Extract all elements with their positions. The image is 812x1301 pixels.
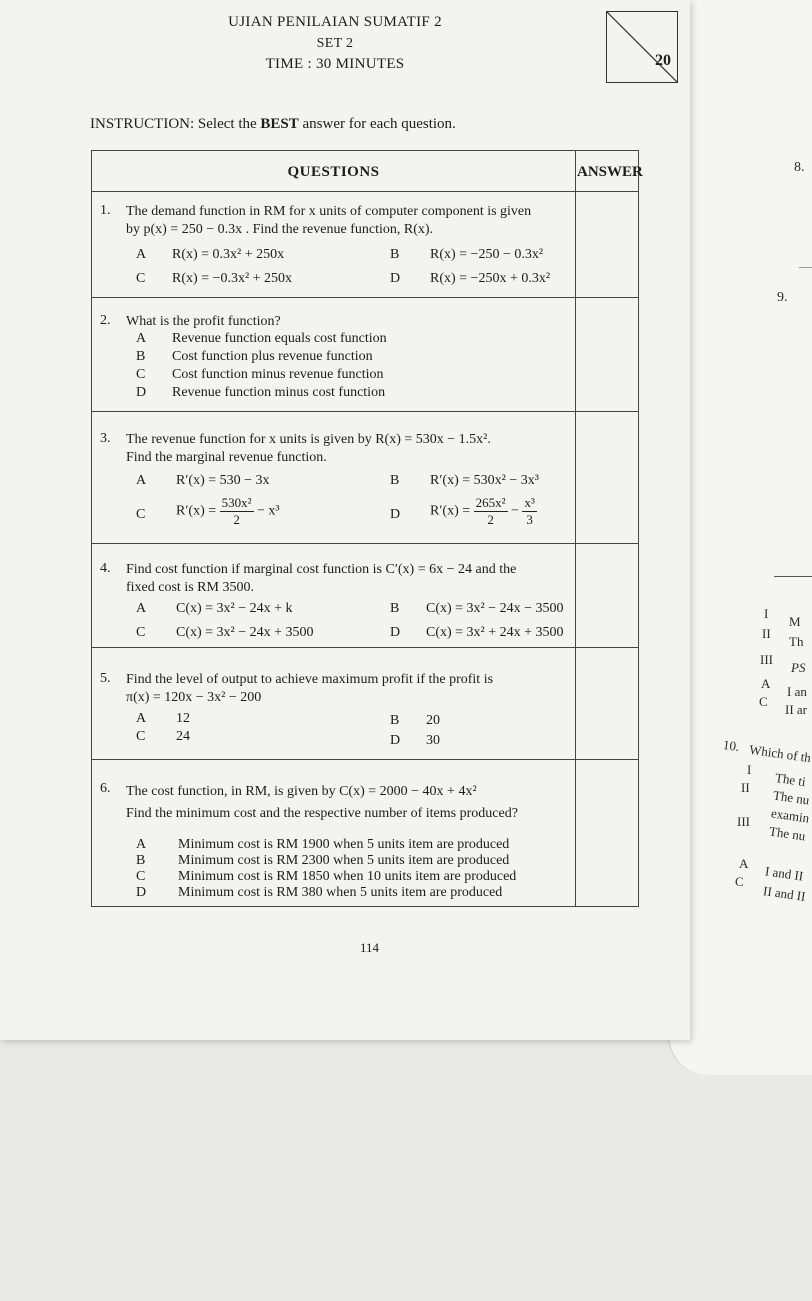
table-header — [92, 151, 643, 192]
option-b-text: R(x) = −250 − 0.3x² — [430, 247, 544, 262]
fraction-denominator: 2 — [487, 512, 494, 527]
question-row-5 — [92, 647, 638, 760]
option-b-text: Cost function plus revenue function — [172, 349, 373, 364]
option-c-text: Minimum cost is RM 1850 when 10 units item are produced — [178, 869, 517, 884]
option-letter: A — [136, 331, 147, 346]
option-a-text: Minimum cost is RM 1900 when 5 units item are produced — [178, 837, 510, 852]
option-b-text: C(x) = 3x² − 24x − 3500 — [426, 601, 564, 616]
option-d-text — [430, 495, 537, 528]
right-option-c: C — [759, 694, 768, 709]
option-letter: C — [136, 507, 146, 522]
right-q10-roman-1: I — [747, 762, 752, 777]
question-number: 2. — [100, 313, 111, 328]
question-row-1 — [92, 191, 638, 298]
questions-header: QUESTIONS — [287, 164, 380, 180]
question-row-3 — [92, 411, 638, 544]
exam-time: TIME : 30 MINUTES — [265, 56, 405, 72]
question-number: 4. — [100, 561, 111, 576]
option-letter: A — [136, 473, 147, 488]
option-letter: D — [390, 733, 401, 748]
question-text — [126, 203, 571, 239]
right-q10-roman-3: III — [737, 814, 750, 829]
right-divider — [774, 576, 812, 577]
option-b-text: Minimum cost is RM 2300 when 5 units item are produced — [178, 853, 510, 868]
option-b-text: 20 — [426, 713, 440, 728]
desk-surface — [0, 1040, 812, 1301]
option-c-text: Cost function minus revenue function — [172, 367, 384, 382]
instruction-bold: BEST — [260, 116, 299, 132]
right-q10-roman-2-cont: examin — [770, 805, 811, 826]
option-letter: D — [390, 271, 401, 286]
question-number: 1. — [100, 203, 111, 218]
question-text — [126, 431, 571, 467]
right-q10-option-a-text: I and II — [764, 863, 805, 884]
question-text — [126, 781, 571, 825]
option-a-text: Revenue function equals cost function — [172, 331, 387, 346]
question-text: What is the profit function? — [126, 314, 281, 329]
instruction-suffix: answer for each question. — [298, 116, 456, 132]
option-letter: D — [390, 507, 401, 522]
right-roman-3: III — [760, 652, 773, 667]
option-letter: C — [136, 625, 146, 640]
right-q9-number: 9. — [777, 290, 788, 305]
option-d-text: Revenue function minus cost function — [172, 385, 386, 400]
question-row-2 — [92, 297, 638, 412]
right-roman-3-text: PS — [791, 660, 806, 675]
question-number: 3. — [100, 431, 111, 446]
fraction — [220, 495, 254, 528]
option-d-text: R(x) = −250x + 0.3x² — [430, 271, 551, 286]
question-row-4 — [92, 543, 638, 648]
right-q10-number: 10. — [722, 736, 741, 755]
right-q10-text: Which of th — [748, 741, 812, 766]
questions-table — [91, 150, 643, 907]
option-letter: A — [136, 837, 147, 852]
option-b-text: R′(x) = 530x² − 3x³ — [430, 473, 539, 488]
option-d-prefix: R′(x) = — [430, 503, 474, 519]
option-letter: C — [136, 271, 146, 286]
option-letter: B — [136, 349, 146, 364]
page-number: 114 — [360, 940, 380, 955]
option-letter: D — [136, 885, 147, 900]
fraction-numerator: 265x² — [475, 495, 506, 510]
right-q10-option-c-text: II and II — [762, 883, 807, 904]
right-roman-2-text: Th — [789, 634, 804, 649]
question-line: Find the minimum cost and the respective number of items produced? — [126, 806, 518, 821]
question-number: 5. — [100, 671, 111, 686]
question-line: The revenue function for x units is given by R(x) = 530x − 1.5x². — [126, 432, 491, 447]
exam-set: SET 2 — [316, 36, 354, 51]
question-line: π(x) = 120x − 3x² − 200 — [126, 690, 262, 705]
option-letter: A — [136, 601, 147, 616]
option-letter: D — [136, 385, 147, 400]
question-text — [126, 561, 571, 597]
option-letter: A — [136, 711, 147, 726]
option-d-minus: − — [507, 503, 523, 519]
instruction — [90, 116, 456, 133]
option-letter: C — [136, 367, 146, 382]
right-roman-2: II — [762, 626, 771, 641]
right-option-c-text: II ar — [785, 702, 808, 717]
option-c-text — [176, 495, 280, 528]
answer-header: ANSWER — [577, 164, 643, 180]
right-q10-roman-3-text: The nu — [768, 823, 807, 844]
option-c-prefix: R′(x) = — [176, 503, 220, 519]
option-letter: C — [136, 869, 146, 884]
exam-title: UJIAN PENILAIAN SUMATIF 2 — [228, 14, 442, 30]
question-line: Find cost function if marginal cost function is C′(x) = 6x − 24 and the — [126, 562, 517, 577]
right-option-a: A — [761, 676, 771, 691]
right-q8-number: 8. — [794, 160, 805, 175]
question-line: Find the marginal revenue function. — [126, 450, 327, 465]
question-number: 6. — [100, 781, 111, 796]
option-c-suffix: − x³ — [253, 503, 280, 519]
option-letter: C — [136, 729, 146, 744]
right-option-a-text: I an — [787, 684, 807, 699]
option-a-text: R(x) = 0.3x² + 250x — [172, 247, 285, 262]
question-line: Find the level of output to achieve maximum profit if the profit is — [126, 672, 494, 687]
instruction-prefix: INSTRUCTION: Select the — [90, 116, 261, 132]
question-line: The cost function, in RM, is given by C(x) = 2000 − 40x + 4x² — [126, 784, 477, 799]
right-divider — [799, 267, 812, 268]
total-score: 20 — [655, 52, 671, 69]
option-d-text: Minimum cost is RM 380 when 5 units item are produced — [178, 885, 503, 900]
fraction — [474, 495, 508, 528]
question-text — [126, 671, 571, 707]
option-a-text: C(x) = 3x² − 24x + k — [176, 601, 293, 616]
option-d-text: 30 — [426, 733, 440, 748]
option-letter: A — [136, 247, 147, 262]
right-q10-option-c: C — [735, 874, 744, 889]
option-c-text: 24 — [176, 729, 190, 744]
right-q10-roman-1-text: The ti — [774, 769, 807, 790]
score-diagonal — [607, 12, 677, 82]
option-letter: B — [136, 853, 146, 868]
question-line: fixed cost is RM 3500. — [126, 580, 254, 595]
right-q10-roman-2: II — [741, 780, 750, 795]
option-a-text: R′(x) = 530 − 3x — [176, 473, 270, 488]
question-line: by p(x) = 250 − 0.3x . Find the revenue function, R(x). — [126, 222, 434, 237]
fraction — [522, 495, 536, 528]
option-c-text: R(x) = −0.3x² + 250x — [172, 271, 293, 286]
option-letter: D — [390, 625, 401, 640]
fraction-numerator: x³ — [524, 495, 535, 510]
option-c-text: C(x) = 3x² − 24x + 3500 — [176, 625, 314, 640]
option-letter: B — [390, 247, 400, 262]
fraction-denominator: 3 — [526, 512, 533, 527]
fraction-denominator: 2 — [233, 512, 240, 527]
fraction-numerator: 530x² — [221, 495, 252, 510]
right-roman-1: I — [764, 606, 769, 621]
right-q10-option-a: A — [739, 856, 749, 871]
score-box — [606, 11, 678, 83]
option-letter: B — [390, 713, 400, 728]
option-d-text: C(x) = 3x² + 24x + 3500 — [426, 625, 564, 640]
right-q10-roman-2-text: The nu — [772, 787, 811, 808]
question-line: The demand function in RM for x units of computer component is given — [126, 204, 532, 219]
option-letter: B — [390, 473, 400, 488]
question-row-6 — [92, 759, 638, 906]
option-letter: B — [390, 601, 400, 616]
right-roman-1-text: M — [789, 614, 801, 629]
option-a-text: 12 — [176, 711, 190, 726]
